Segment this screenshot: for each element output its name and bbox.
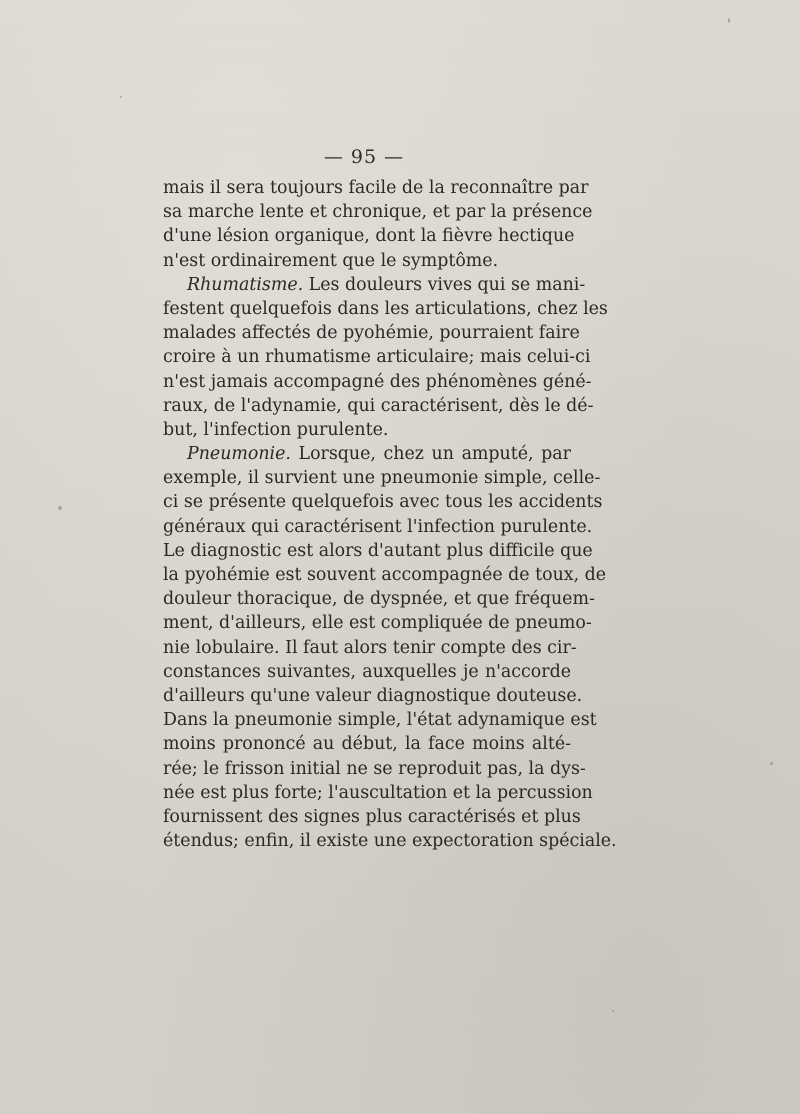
text-line: étendus; enfin, il existe une expectoration spéciale.: [163, 831, 617, 852]
text-line: n'est jamais accompagné des phénomènes géné-: [163, 371, 592, 392]
text-line: festent quelquefois dans les articulations, chez les: [163, 298, 608, 319]
section-heading-rhumatisme: Rhumatisme.: [187, 274, 304, 295]
section-heading-pneumonie: Pneumonie.: [187, 444, 291, 465]
text-line: née est plus forte; l'auscultation et la percussion: [163, 782, 593, 803]
text-line: rée; le frisson initial ne se reproduit pas, la dys-: [163, 758, 586, 779]
text-line: croire à un rhumatisme articulaire; mais celui-ci: [163, 347, 591, 368]
paper-speck: [728, 18, 730, 23]
text-line: n'est ordinairement que le symptôme.: [163, 250, 499, 271]
text-line: but, l'infection purulente.: [163, 419, 389, 440]
text-line: ci se présente quelquefois avec tous les accidents: [163, 492, 603, 513]
text-line: la pyohémie est souvent accompagnée de toux, de: [163, 565, 607, 585]
text-line: raux, de l'adynamie, qui caractérisent, dès le dé-: [163, 395, 594, 416]
text-line: nie lobulaire. Il faut alors tenir compte des cir-: [163, 637, 577, 658]
paper-speck: [612, 1010, 614, 1012]
section-line-pneumonie: Pneumonie. Lorsque, chez un amputé, par: [187, 444, 571, 465]
section-line-rhumatisme: Rhumatisme. Les douleurs vives qui se mani-: [187, 274, 586, 295]
text-line: douleur thoracique, de dyspnée, et que fréquem-: [163, 589, 595, 610]
paper-speck: [770, 762, 773, 765]
body-text: [163, 176, 617, 853]
text-line: généraux qui caractérisent l'infection purulente.: [163, 516, 593, 537]
text-line: constances suivantes, auxquelles je n'accorde: [163, 661, 571, 682]
text-line: exemple, il survient une pneumonie simple, celle-: [163, 468, 601, 489]
page-number: — 95 —: [323, 146, 405, 168]
text-line: sa marche lente et chronique, et par la présence: [163, 202, 593, 223]
text-line: fournissent des signes plus caractérisés et plus: [163, 806, 581, 827]
text-line: d'une lésion organique, dont la fièvre hectique: [163, 226, 575, 247]
paper-speck: [120, 96, 122, 98]
text-line: mais il sera toujours facile de la reconnaître par: [163, 178, 589, 198]
text-line: ment, d'ailleurs, elle est compliquée de pneumo-: [163, 613, 592, 634]
text-line: d'ailleurs qu'une valeur diagnostique douteuse.: [163, 685, 583, 706]
text-line: Dans la pneumonie simple, l'état adynamique est: [163, 710, 597, 731]
paper-speck: [58, 506, 62, 510]
text-line: moins prononcé au début, la face moins alté-: [163, 734, 571, 755]
text-line: malades affectés de pyohémie, pourraient faire: [163, 323, 580, 344]
text-line: Le diagnostic est alors d'autant plus difficile que: [163, 540, 593, 561]
